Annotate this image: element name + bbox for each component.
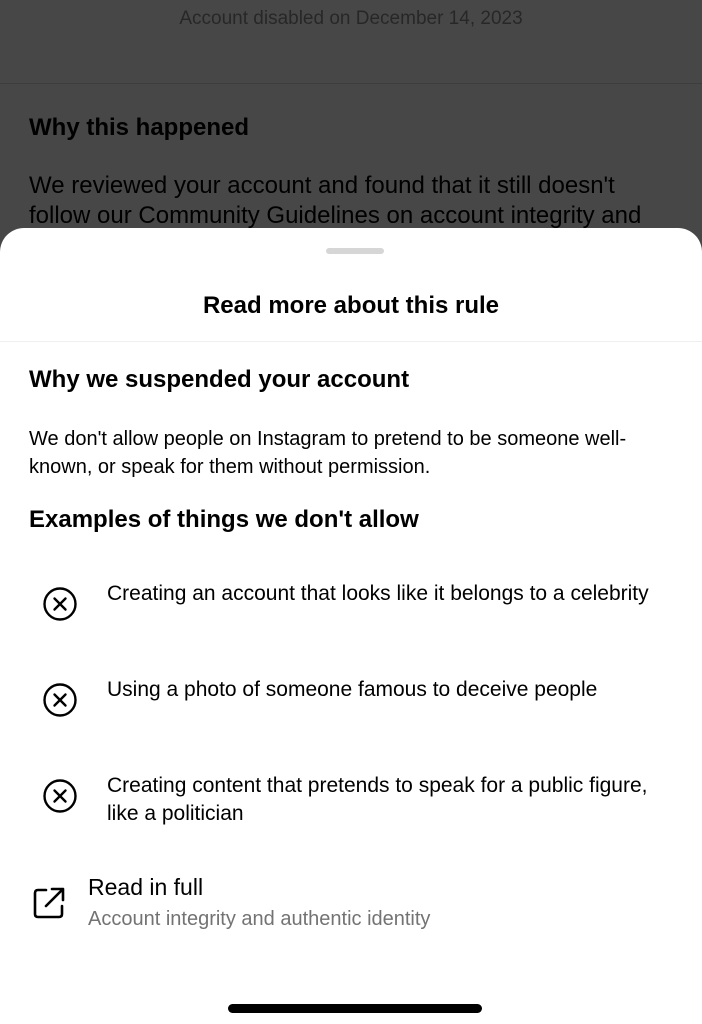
read-in-full-subtitle: Account integrity and authentic identity	[88, 908, 431, 930]
example-item	[0, 580, 702, 650]
x-circle-icon	[42, 586, 78, 622]
example-item	[0, 676, 702, 746]
examples-heading: Examples of things we don't allow	[29, 506, 419, 533]
sheet-divider	[0, 341, 702, 342]
example-text: Creating content that pretends to speak for a public figure, like a politician	[107, 774, 648, 825]
x-circle-icon	[42, 682, 78, 718]
read-in-full-link[interactable]	[0, 870, 702, 942]
example-item	[0, 772, 702, 842]
example-text: Using a photo of someone famous to deceive people	[107, 678, 598, 701]
sheet-title: Read more about this rule	[202, 292, 500, 319]
suspension-reason-text: We don't allow people on Instagram to pretend to be someone well-known, or speak for them without permission.	[29, 428, 627, 478]
x-circle-icon	[42, 778, 78, 814]
external-link-icon	[30, 884, 68, 922]
example-text: Creating an account that looks like it belongs to a celebrity	[107, 582, 649, 605]
home-indicator[interactable]	[228, 1004, 482, 1013]
read-in-full-title: Read in full	[88, 874, 204, 900]
sheet-drag-handle[interactable]	[326, 248, 384, 254]
rule-bottom-sheet	[0, 228, 702, 1024]
suspension-reason-heading: Why we suspended your account	[29, 366, 410, 393]
